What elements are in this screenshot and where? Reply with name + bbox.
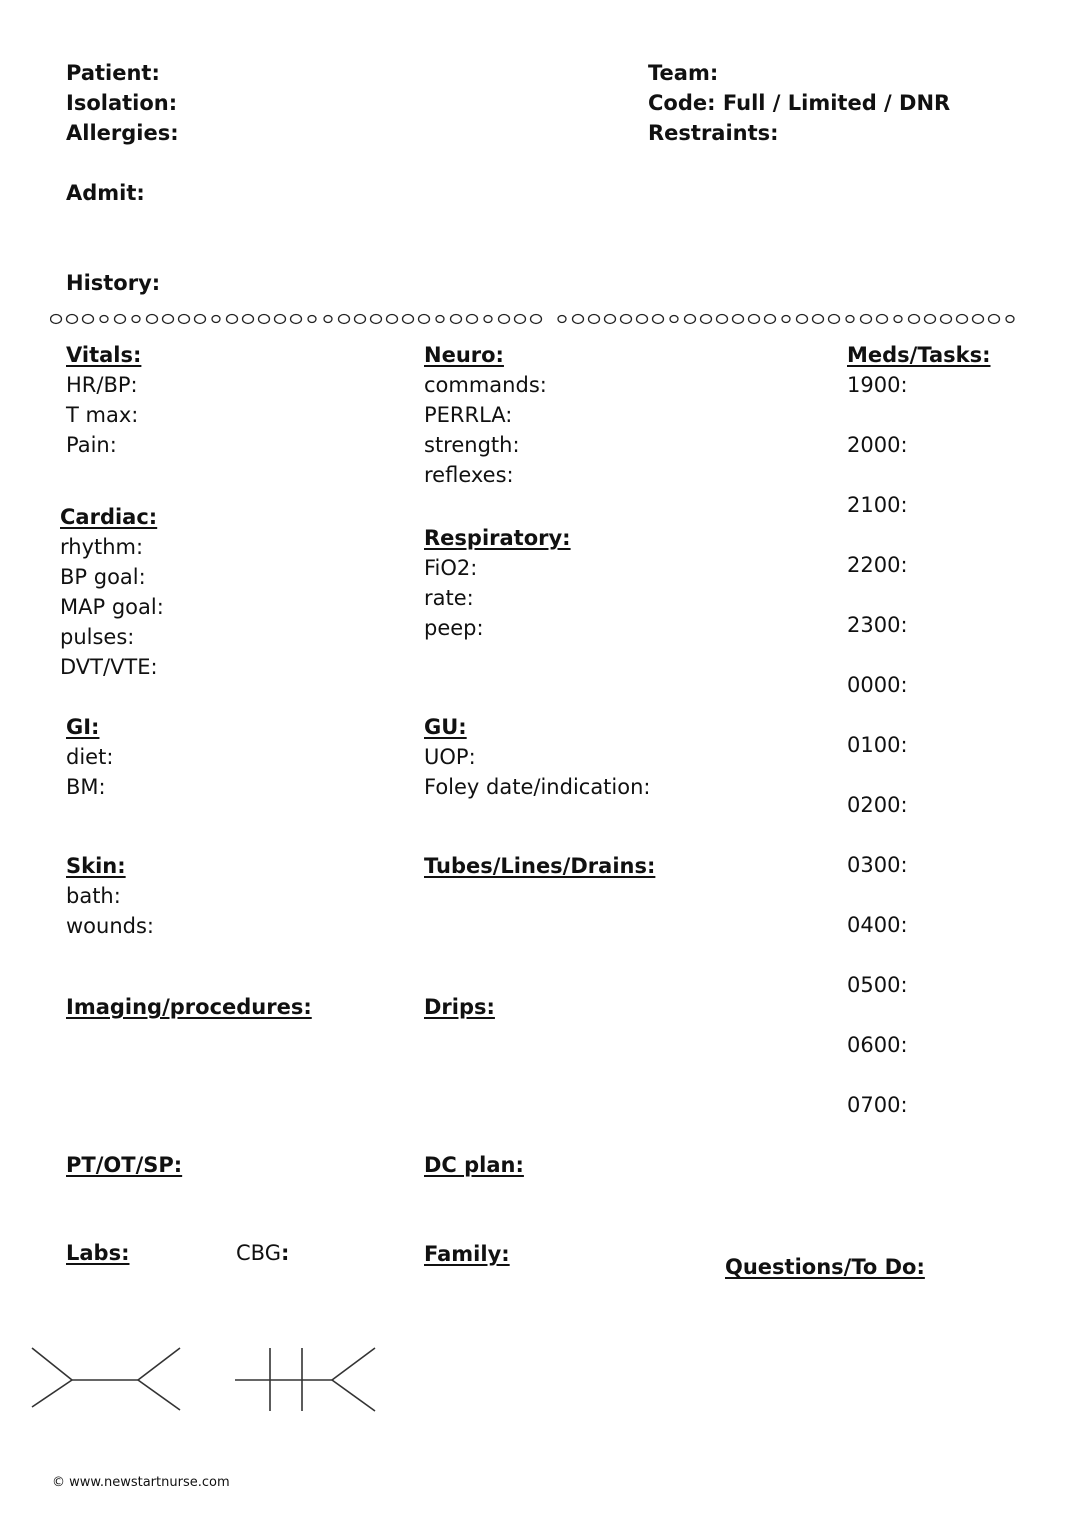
- neuro-item: commands:: [424, 373, 547, 397]
- meds-time-slot: 2100:: [847, 493, 908, 517]
- divider-circle: [324, 316, 332, 323]
- divider-circle: [797, 315, 808, 324]
- admit-label: Admit:: [66, 181, 145, 205]
- gu-item: UOP:: [424, 745, 476, 769]
- vitals-item: HR/BP:: [66, 373, 138, 397]
- divider-circle: [451, 315, 462, 324]
- divider-circle: [685, 315, 696, 324]
- vitals-heading: Vitals:: [66, 343, 142, 367]
- divider-circle: [861, 315, 872, 324]
- drips-heading: Drips:: [424, 995, 495, 1019]
- divider-circle: [782, 316, 790, 323]
- code-status-label: Code: Full / Limited / DNR: [648, 91, 951, 115]
- circle-divider: [50, 308, 1030, 330]
- divider-circle: [531, 315, 542, 324]
- allergies-label: Allergies:: [66, 121, 179, 145]
- divider-circle: [179, 315, 190, 324]
- respiratory-item: FiO2:: [424, 556, 478, 580]
- divider-circle: [355, 315, 366, 324]
- meds-time-slot: 2200:: [847, 553, 908, 577]
- meds-time-slot: 0400:: [847, 913, 908, 937]
- divider-circle: [467, 315, 478, 324]
- divider-circle: [957, 315, 968, 324]
- divider-circle: [589, 315, 600, 324]
- cardiac-item: pulses:: [60, 625, 135, 649]
- divider-circle: [621, 315, 632, 324]
- divider-circle: [701, 315, 712, 324]
- divider-circle: [765, 315, 776, 324]
- divider-circle: [163, 315, 174, 324]
- divider-circle: [558, 316, 566, 323]
- bmp-fishbone: [32, 1348, 180, 1410]
- divider-circle: [419, 315, 430, 324]
- divider-circle: [227, 315, 238, 324]
- skin-item: bath:: [66, 884, 121, 908]
- dc-plan-heading: DC plan:: [424, 1153, 524, 1177]
- respiratory-heading: Respiratory:: [424, 526, 571, 550]
- respiratory-item: peep:: [424, 616, 484, 640]
- divider-circle: [749, 315, 760, 324]
- divider-circle: [877, 315, 888, 324]
- divider-circle: [436, 316, 444, 323]
- patient-label: Patient:: [66, 61, 160, 85]
- family-heading: Family:: [424, 1242, 510, 1266]
- divider-circle: [339, 315, 350, 324]
- divider-circle: [100, 316, 108, 323]
- gi-item: diet:: [66, 745, 114, 769]
- divider-circle: [989, 315, 1000, 324]
- gi-item: BM:: [66, 775, 106, 799]
- divider-circle: [147, 315, 158, 324]
- neuro-item: strength:: [424, 433, 520, 457]
- meds-time-slot: 0700:: [847, 1093, 908, 1117]
- divider-circle: [894, 316, 902, 323]
- neuro-item: PERRLA:: [424, 403, 513, 427]
- cardiac-item: DVT/VTE:: [60, 655, 158, 679]
- divider-circle: [212, 316, 220, 323]
- meds-time-slot: 2000:: [847, 433, 908, 457]
- divider-circle: [51, 315, 62, 324]
- divider-circle: [941, 315, 952, 324]
- divider-circle: [83, 315, 94, 324]
- divider-circle: [243, 315, 254, 324]
- divider-circle: [291, 315, 302, 324]
- divider-circle: [670, 316, 678, 323]
- isolation-label: Isolation:: [66, 91, 178, 115]
- divider-circle: [573, 315, 584, 324]
- meds-time-slot: 0100:: [847, 733, 908, 757]
- divider-circle: [308, 316, 316, 323]
- divider-circle: [973, 315, 984, 324]
- divider-circle: [829, 315, 840, 324]
- meds-tasks-heading: Meds/Tasks:: [847, 343, 991, 367]
- gi-heading: GI:: [66, 715, 100, 739]
- skin-item: wounds:: [66, 914, 154, 938]
- meds-time-slot: 2300:: [847, 613, 908, 637]
- cbg-label: CBG:: [236, 1241, 290, 1265]
- labs-heading: Labs:: [66, 1241, 130, 1265]
- copyright-footer: © www.newstartnurse.com: [52, 1475, 230, 1490]
- meds-time-slot: 0600:: [847, 1033, 908, 1057]
- cardiac-item: rhythm:: [60, 535, 144, 559]
- divider-circle: [403, 315, 414, 324]
- vitals-item: T max:: [66, 403, 139, 427]
- divider-circle: [67, 315, 78, 324]
- divider-circle: [813, 315, 824, 324]
- meds-time-slot: 0000:: [847, 673, 908, 697]
- neuro-heading: Neuro:: [424, 343, 504, 367]
- cardiac-item: BP goal:: [60, 565, 146, 589]
- divider-circle: [605, 315, 616, 324]
- divider-circle: [499, 315, 510, 324]
- meds-time-slot: 0200:: [847, 793, 908, 817]
- skin-heading: Skin:: [66, 854, 126, 878]
- meds-time-slot: 0300:: [847, 853, 908, 877]
- lab-fishbone-diagrams: [30, 1345, 390, 1445]
- cbc-fishbone: [235, 1348, 375, 1411]
- divider-circle: [275, 315, 286, 324]
- divider-circle: [195, 315, 206, 324]
- gu-heading: GU:: [424, 715, 467, 739]
- divider-circle: [653, 315, 664, 324]
- questions-todo-heading: Questions/To Do:: [725, 1255, 925, 1279]
- divider-circle: [717, 315, 728, 324]
- neuro-item: reflexes:: [424, 463, 514, 487]
- meds-time-slot: 1900:: [847, 373, 908, 397]
- respiratory-item: rate:: [424, 586, 474, 610]
- divider-circle: [1006, 316, 1014, 323]
- divider-circle: [846, 316, 854, 323]
- divider-circle: [115, 315, 126, 324]
- cardiac-item: MAP goal:: [60, 595, 164, 619]
- imaging-heading: Imaging/procedures:: [66, 995, 312, 1019]
- divider-circle: [515, 315, 526, 324]
- ptotsp-heading: PT/OT/SP:: [66, 1153, 183, 1177]
- vitals-item: Pain:: [66, 433, 117, 457]
- restraints-label: Restraints:: [648, 121, 779, 145]
- tubes-lines-drains-heading: Tubes/Lines/Drains:: [424, 854, 656, 878]
- divider-circle: [387, 315, 398, 324]
- divider-circle: [132, 316, 140, 323]
- meds-time-slot: 0500:: [847, 973, 908, 997]
- divider-circle: [925, 315, 936, 324]
- divider-circle: [484, 316, 492, 323]
- divider-circle: [637, 315, 648, 324]
- gu-item: Foley date/indication:: [424, 775, 651, 799]
- divider-circle: [909, 315, 920, 324]
- history-label: History:: [66, 271, 161, 295]
- divider-circle: [371, 315, 382, 324]
- divider-circle: [733, 315, 744, 324]
- cardiac-heading: Cardiac:: [60, 505, 158, 529]
- team-label: Team:: [648, 61, 719, 85]
- divider-circle: [259, 315, 270, 324]
